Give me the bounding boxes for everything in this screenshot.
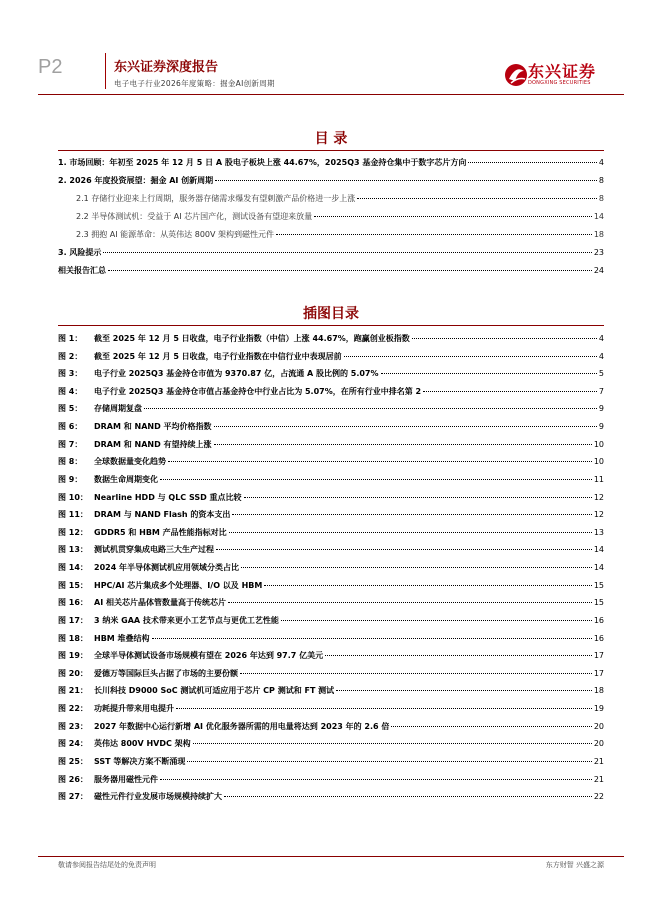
toc-item-page: 14 [593,212,604,221]
figure-item[interactable] [58,492,604,506]
figure-item-label: 图 17： [58,615,88,625]
figure-item[interactable] [58,333,604,347]
dot-leader [160,779,592,780]
figure-item-text: 电子行业 2025Q3 基金持仓市值占基金持仓中行业占比为 5.07%，在所有行业中排名第 2 [94,386,422,396]
figure-item-page: 21 [593,756,604,766]
figure-item-text: 磁性元件行业发展市场规模持续扩大 [94,792,222,802]
report-brand: 东兴证券深度报告 [114,60,219,75]
toc-item-text: 2. 2026 年度投资展望：掘金 AI 创新周期 [58,176,214,185]
dot-leader [412,338,597,339]
figure-item-label: 图 24： [58,739,88,749]
figure-item-label: 图 15： [58,580,88,590]
toc-item-text: 3. 风险提示 [58,248,102,257]
figure-item[interactable] [58,509,604,523]
figure-item-page: 11 [593,474,604,484]
figure-item-page: 21 [593,774,604,784]
figure-item-page: 15 [593,580,604,590]
figure-item-page: 7 [598,386,604,396]
dot-leader [176,708,592,709]
figure-item-text: Nearline HDD 与 QLC SSD 重点比较 [94,492,242,502]
figure-item[interactable] [58,439,604,453]
figure-item-page: 16 [593,633,604,643]
figure-item-text: AI 相关芯片晶体管数量高于传统芯片 [94,598,226,608]
figure-item-page: 10 [593,439,604,449]
toc-item-text: 相关报告汇总 [58,266,106,275]
figure-item[interactable] [58,403,604,417]
figure-item-text: 测试机贯穿集成电路三大生产过程 [94,545,214,555]
dot-leader [244,497,592,498]
figure-item-text: 电子行业 2025Q3 基金持仓市值为 9370.87 亿，占流通 A 股比例的 5.07% [94,369,379,379]
figure-item-page: 12 [593,492,604,502]
toc-title-rule [58,150,604,151]
figure-item-label: 图 21： [58,686,88,696]
dot-leader [214,426,597,427]
toc-item-text: 2.1 存储行业迎来上行周期，服务器存储需求爆发有望刺激产品价格进一步上涨 [76,194,356,203]
figure-item-label: 图 18： [58,633,88,643]
figure-item-text: HBM 堆叠结构 [94,633,150,643]
figure-item-label: 图 1： [58,334,83,343]
figure-item-page: 16 [593,615,604,625]
dot-leader [144,408,597,409]
figure-item[interactable] [58,650,604,664]
toc-item[interactable] [58,247,604,261]
figure-item-page: 13 [593,527,604,537]
dot-leader [232,514,591,515]
figure-item-label: 图 10： [58,492,88,502]
toc-item-page: 4 [598,158,604,167]
dot-leader [240,673,592,674]
figure-item-label: 图 9： [58,474,83,484]
figure-item[interactable] [58,685,604,699]
logo-subtext: DONGXING SECURITIES [528,80,591,86]
dot-leader [216,549,592,550]
toc-title: 目 录 [314,131,348,147]
figure-item[interactable] [58,668,604,682]
figure-item-text: 存储周期复盘 [94,404,142,414]
figure-item-page: 4 [598,351,604,361]
figure-item[interactable] [58,597,604,611]
figure-item[interactable] [58,721,604,735]
figure-item[interactable] [58,368,604,382]
figure-item-text: 英伟达 800V HVDC 架构 [94,739,191,749]
figure-item-page: 14 [593,545,604,555]
figure-item-text: 2027 年数据中心运行新增 AI 优化服务器所需的用电量将达到 2023 年的 2.6 倍 [94,721,390,731]
figure-item[interactable] [58,562,604,576]
figure-item-page: 10 [593,457,604,467]
figure-item-page: 5 [598,369,604,379]
dot-leader [160,479,592,480]
figure-item-label: 图 13： [58,545,88,555]
dot-leader [468,162,597,163]
figure-item-page: 15 [593,598,604,608]
figure-item-label: 图 22： [58,704,88,714]
figure-item[interactable] [58,738,604,752]
figure-item-page: 12 [593,510,604,520]
dot-leader [241,567,592,568]
toc-item-text: 1. 市场回顾：年初至 2025 年 12 月 5 日 A 股电子板块上涨 44.67%，2025Q3 基金持仓集中于数字芯片方向 [58,158,467,167]
toc-item-text: 2.3 拥抱 AI 能源革命：从英伟达 800V 架构到磁性元件 [76,230,275,239]
toc-item-text: 2.2 半导体测试机：受益于 AI 芯片国产化，测试设备有望迎来放量 [76,212,313,221]
toc-item-page: 24 [593,266,604,275]
figure-item-page: 17 [593,651,604,661]
figure-item-text: 截至 2025 年 12 月 5 日收盘，电子行业指数（中信）上涨 44.67%，跑赢创业板指数 [94,334,410,343]
figure-item-label: 图 19： [58,651,88,661]
figure-item-text: DRAM 和 NAND 有望持续上涨 [94,439,212,449]
figure-item[interactable] [58,386,604,400]
figure-item[interactable] [58,421,604,435]
footer-rule [38,856,624,857]
figure-item[interactable] [58,791,604,805]
toc-item[interactable] [58,157,604,171]
figure-item-page: 20 [593,721,604,731]
dot-leader [193,743,592,744]
figure-item-label: 图 2： [58,351,83,361]
toc-item-page: 8 [598,176,604,185]
figure-item-text: 全球半导体测试设备市场规模有望在 2026 年达到 97.7 亿美元 [94,651,324,661]
figures-title: 插图目录 [303,306,359,322]
dot-leader [391,726,591,727]
figure-item-label: 图 3： [58,369,83,379]
dot-leader [187,761,591,762]
dot-leader [228,602,592,603]
figure-item-label: 图 5： [58,404,83,414]
figure-item-label: 图 8： [58,457,83,467]
footer-disclaimer: 敬请参阅报告结尾处的免责声明 [58,861,156,869]
figure-item-text: 3 纳米 GAA 技术带来更小工艺节点与更优工艺性能 [94,615,279,625]
page-number: P2 [38,56,63,78]
toc-item[interactable] [76,193,604,207]
figure-item-text: 截至 2025 年 12 月 5 日收盘，电子行业指数在中信行业中表现居前 [94,351,342,361]
figure-item-page: 22 [593,792,604,802]
figure-item-text: 2024 年半导体测试机应用领域分类占比 [94,563,240,573]
figure-item-page: 17 [593,668,604,678]
figure-item-label: 图 23： [58,721,88,731]
figure-item[interactable] [58,756,604,770]
toc-item-page: 18 [593,230,604,239]
figure-item-text: 数据生命周期变化 [94,474,158,484]
dot-leader [214,444,592,445]
dot-leader [344,356,597,357]
figure-item-page: 4 [598,334,604,343]
toc-item-page: 23 [593,248,604,257]
header-rule [38,94,624,95]
figure-item-text: 长川科技 D9000 SoC 测试机可适应用于芯片 CP 测试和 FT 测试 [94,686,335,696]
figure-item-page: 9 [598,404,604,414]
dot-leader [325,655,592,656]
figure-item[interactable] [58,580,604,594]
dot-leader [108,270,592,271]
figure-item-text: HPC/AI 芯片集成多个处理器、I/O 以及 HBM [94,580,263,590]
dot-leader [281,620,592,621]
dot-leader [229,532,592,533]
dot-leader [381,373,597,374]
toc-item[interactable] [76,229,604,243]
figure-item[interactable] [58,474,604,488]
figure-item-page: 9 [598,422,604,432]
figure-item-label: 图 4： [58,386,83,396]
dot-leader [336,690,592,691]
figure-item-label: 图 7： [58,439,83,449]
figure-item-page: 14 [593,563,604,573]
figure-item-text: DRAM 和 NAND 平均价格指数 [94,422,212,432]
dot-leader [423,391,597,392]
dot-leader [314,216,592,217]
figure-item[interactable] [58,527,604,541]
dot-leader [168,461,592,462]
figure-item-label: 图 20： [58,668,88,678]
figure-item[interactable] [58,633,604,647]
figure-item-label: 图 12： [58,527,88,537]
dot-leader [276,234,592,235]
dot-leader [215,180,597,181]
dot-leader [103,252,591,253]
dot-leader [152,638,592,639]
dot-leader [357,198,597,199]
figures-title-rule [58,325,604,326]
figure-item-page: 18 [593,686,604,696]
figure-item-text: 全球数据量变化趋势 [94,457,166,467]
figure-item-label: 图 25： [58,756,88,766]
figure-item-label: 图 11： [58,510,88,520]
figure-item[interactable] [58,703,604,717]
figure-item-label: 图 26： [58,774,88,784]
toc-item[interactable] [58,265,604,279]
figure-item[interactable] [58,351,604,365]
figure-item-label: 图 27： [58,792,88,802]
figure-item-text: 功耗提升带来用电提升 [94,704,174,714]
figure-item[interactable] [58,615,604,629]
figure-item-label: 图 14： [58,563,88,573]
report-subtitle: 电子电子行业2026年度策略：掘金AI创新周期 [114,79,275,88]
figure-item-label: 图 6： [58,422,83,432]
figure-item-text: 服务器用磁性元件 [94,774,158,784]
figure-item-text: SST 等解决方案不断涌现 [94,756,186,766]
toc-item[interactable] [76,211,604,225]
footer-slogan: 东方财智 兴盛之源 [545,861,604,869]
header-divider [105,53,106,89]
dot-leader [224,796,592,797]
figure-item-page: 19 [593,704,604,714]
figure-item-text: 爱德万等国际巨头占据了市场的主要份额 [94,668,238,678]
figure-item-page: 20 [593,739,604,749]
logo-wordmark: 东兴证券 [528,62,597,81]
toc-item[interactable] [58,175,604,189]
dot-leader [264,585,591,586]
figure-item-text: DRAM 与 NAND Flash 的资本支出 [94,510,231,520]
toc-item-page: 8 [598,194,604,203]
figure-item-label: 图 16： [58,598,88,608]
figure-item[interactable] [58,774,604,788]
figure-item-text: GDDR5 和 HBM 产品性能指标对比 [94,527,227,537]
figure-item[interactable] [58,456,604,470]
figure-item[interactable] [58,544,604,558]
